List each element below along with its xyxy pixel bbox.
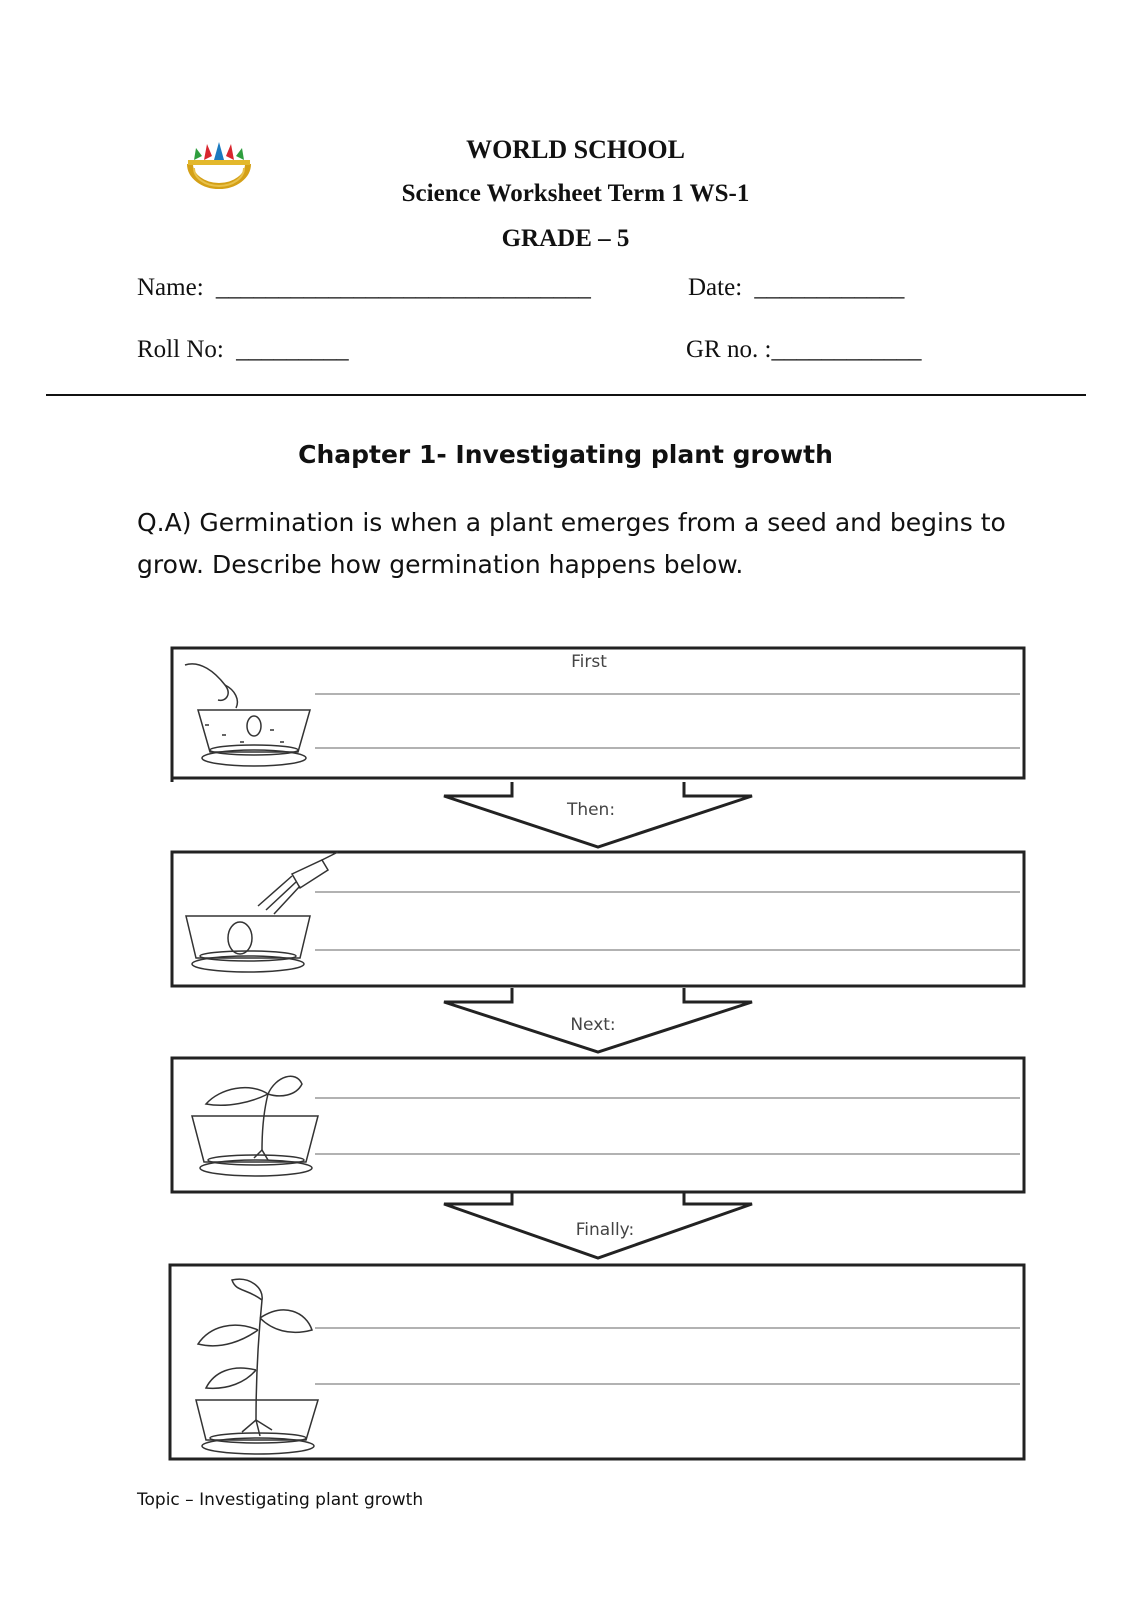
roll-label: Roll No: [137,336,224,363]
question-text: Q.A) Germination is when a plant emerges from a seed and begins to grow. Describe how germination happens below. [137,508,1006,579]
seed-planting-icon [185,664,310,766]
watering-seed-icon [186,852,338,972]
step-box-finally[interactable] [170,1265,1024,1459]
date-label: Date: [688,274,743,301]
school-name: WORLD SCHOOL [466,135,685,164]
footer-topic [137,1490,423,1510]
step-label-finally: Finally: [575,1220,635,1240]
grade-label: GRADE – 5 [501,225,630,252]
name-label: Name: [137,274,204,301]
step-label-next: Next: [570,1015,616,1035]
seedling-icon [192,1076,318,1176]
chapter-title: Chapter 1- Investigating plant growth [298,440,833,469]
gr-label: GR no. : [686,336,772,363]
date-blank: ____________ [754,274,905,301]
arrow-then [172,778,752,847]
footer-topic-text: Topic – Investigating plant growth [137,1490,424,1510]
worksheet-title: Science Worksheet Term 1 WS-1 [401,180,750,207]
grown-plant-icon [196,1279,318,1454]
step-box-next[interactable] [172,1058,1024,1192]
roll-blank: _________ [236,336,349,363]
name-blank: ______________________________ [215,274,591,301]
step-label-first: First [571,652,607,672]
step-box-then[interactable] [172,852,1024,986]
gr-blank: ____________ [771,336,922,363]
step-label-then: Then: [566,800,616,820]
